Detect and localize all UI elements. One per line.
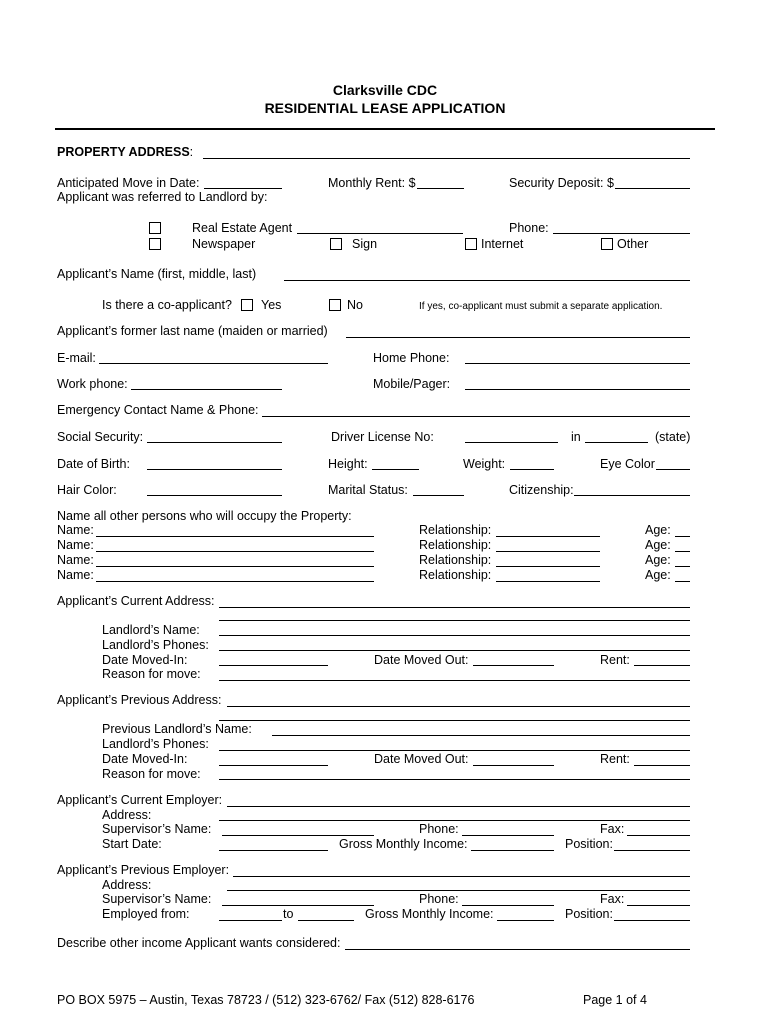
current-address-field[interactable] (219, 607, 690, 608)
occupant-relationship-label: Relationship: (419, 553, 492, 567)
footer-address: PO BOX 5975 – Austin, Texas 78723 / (512) 323-6762/ Fax (512) 828-6176 (57, 993, 475, 1007)
real-estate-agent-field[interactable] (297, 233, 463, 234)
prev-employer-phone-label: Phone: (419, 892, 459, 906)
citizenship-field[interactable] (574, 495, 690, 496)
home-phone-label: Home Phone: (373, 351, 450, 365)
prev-date-moved-in-label: Date Moved-In: (102, 752, 188, 766)
prev-reason-label: Reason for move: (102, 767, 201, 781)
move-in-label: Anticipated Move in Date: (57, 176, 200, 190)
security-deposit-label: Security Deposit: $ (509, 176, 614, 190)
newspaper-checkbox[interactable] (149, 238, 161, 250)
height-field[interactable] (372, 469, 419, 470)
start-date-field[interactable] (219, 850, 328, 851)
occupant-relationship-field[interactable] (496, 581, 600, 582)
work-phone-label: Work phone: (57, 377, 128, 391)
prev-rent-label: Rent: (600, 752, 630, 766)
sign-label: Sign (352, 237, 378, 251)
monthly-rent-label: Monthly Rent: $ (328, 176, 416, 190)
supervisor-name-label: Supervisor’s Name: (102, 822, 212, 836)
emergency-field[interactable] (262, 416, 690, 417)
coapplicant-no-checkbox[interactable] (329, 299, 341, 311)
prev-landlord-name-field[interactable] (272, 735, 690, 736)
supervisor-name-field[interactable] (222, 835, 374, 836)
occupant-name-field[interactable] (96, 551, 374, 552)
dob-field[interactable] (147, 469, 282, 470)
form-title: RESIDENTIAL LEASE APPLICATION (264, 100, 506, 116)
citizenship-label: Citizenship: (509, 483, 574, 497)
coapplicant-yes-checkbox[interactable] (241, 299, 253, 311)
occupant-name-label: Name: (57, 568, 94, 582)
employed-from-label: Employed from: (102, 907, 190, 921)
security-deposit-field[interactable] (615, 188, 690, 189)
landlord-phones-label: Landlord’s Phones: (102, 638, 209, 652)
prev-position-label: Position: (565, 907, 613, 921)
weight-label: Weight: (463, 457, 506, 471)
occupant-relationship-label: Relationship: (419, 538, 492, 552)
eye-color-label: Eye Color (600, 457, 655, 471)
real-estate-agent-label: Real Estate Agent (192, 221, 293, 235)
employer-phone-field[interactable] (462, 835, 554, 836)
occupant-relationship-field[interactable] (496, 551, 600, 552)
applicant-name-field[interactable] (284, 280, 690, 281)
previous-address-field[interactable] (227, 706, 690, 707)
occupant-age-label: Age: (645, 553, 671, 567)
org-name: Clarksville CDC (332, 82, 438, 98)
occupant-name-label: Name: (57, 538, 94, 552)
prev-employer-address-label: Address: (102, 878, 152, 892)
emergency-label: Emergency Contact Name & Phone: (57, 403, 259, 417)
landlord-phones-field[interactable] (219, 650, 690, 651)
occupant-age-field[interactable] (675, 581, 690, 582)
prev-landlord-phones-label: Landlord’s Phones: (102, 737, 209, 751)
previous-employer-label: Applicant’s Previous Employer: (57, 863, 230, 877)
coapplicant-question: Is there a co-applicant? (102, 298, 232, 312)
occupant-name-field[interactable] (96, 581, 374, 582)
marital-field[interactable] (413, 495, 464, 496)
dl-label: Driver License No: (331, 430, 434, 444)
occupant-relationship-field[interactable] (496, 536, 600, 537)
prev-position-field[interactable] (614, 920, 690, 921)
property-address-label: PROPERTY ADDRESS: (57, 145, 194, 159)
prev-landlord-phones-field[interactable] (219, 750, 690, 751)
other-checkbox[interactable] (601, 238, 613, 250)
coapplicant-no-label: No (347, 298, 363, 312)
occupants-heading: Name all other persons who will occupy the Property: (57, 509, 352, 523)
marital-label: Marital Status: (328, 483, 408, 497)
internet-checkbox[interactable] (465, 238, 477, 250)
mobile-field[interactable] (465, 389, 690, 390)
employed-from-field[interactable] (219, 920, 282, 921)
coapplicant-yes-label: Yes (261, 298, 282, 312)
applicant-name-label: Applicant’s Name (first, middle, last) (57, 267, 257, 281)
prev-rent-field[interactable] (634, 765, 690, 766)
occupant-age-label: Age: (645, 568, 671, 582)
dl-state-field[interactable] (585, 442, 648, 443)
gross-income-label: Gross Monthly Income: (339, 837, 468, 851)
occupant-age-label: Age: (645, 523, 671, 537)
current-address-label: Applicant’s Current Address: (57, 594, 215, 608)
dl-field[interactable] (465, 442, 558, 443)
current-employer-label: Applicant’s Current Employer: (57, 793, 223, 807)
internet-label: Internet (481, 237, 524, 251)
other-income-field[interactable] (345, 949, 690, 950)
eye-color-field[interactable] (656, 469, 690, 470)
position-field[interactable] (614, 850, 690, 851)
previous-employer-field[interactable] (233, 876, 690, 877)
height-label: Height: (328, 457, 368, 471)
header-rule (55, 128, 715, 130)
reason-for-move-label: Reason for move: (102, 667, 201, 681)
occupant-relationship-label: Relationship: (419, 523, 492, 537)
employed-to-label: to (283, 907, 294, 921)
previous-address-line2[interactable] (219, 720, 690, 721)
referred-label: Applicant was referred to Landlord by: (57, 190, 268, 204)
prev-date-moved-out-field[interactable] (473, 765, 554, 766)
rent-field[interactable] (634, 665, 690, 666)
prev-landlord-name-label: Previous Landlord’s Name: (102, 722, 252, 736)
ssn-field[interactable] (147, 442, 282, 443)
home-phone-field[interactable] (465, 363, 690, 364)
prev-employer-phone-field[interactable] (462, 905, 554, 906)
employer-phone-label: Phone: (419, 822, 459, 836)
prev-employer-fax-field[interactable] (627, 905, 690, 906)
state-label: (state) (655, 430, 691, 444)
occupant-name-field[interactable] (96, 536, 374, 537)
other-income-label: Describe other income Applicant wants considered: (57, 936, 341, 950)
occupant-name-field[interactable] (96, 566, 374, 567)
occupant-relationship-label: Relationship: (419, 568, 492, 582)
other-label: Other (617, 237, 649, 251)
hair-color-field[interactable] (147, 495, 282, 496)
date-moved-in-field[interactable] (219, 665, 328, 666)
agent-phone-field[interactable] (553, 233, 690, 234)
occupant-age-field[interactable] (675, 536, 690, 537)
prev-supervisor-name-label: Supervisor’s Name: (102, 892, 212, 906)
current-employer-field[interactable] (227, 806, 690, 807)
reason-for-move-field[interactable] (219, 680, 690, 681)
current-address-line2[interactable] (219, 620, 690, 621)
employed-to-field[interactable] (298, 920, 354, 921)
start-date-label: Start Date: (102, 837, 162, 851)
real-estate-agent-checkbox[interactable] (149, 222, 161, 234)
prev-date-moved-in-field[interactable] (219, 765, 328, 766)
sign-checkbox[interactable] (330, 238, 342, 250)
monthly-rent-field[interactable] (417, 188, 464, 189)
page-number: Page 1 of 4 (583, 993, 647, 1007)
work-phone-field[interactable] (131, 389, 282, 390)
position-label: Position: (565, 837, 613, 851)
property-address-field[interactable] (203, 158, 690, 159)
coapplicant-note: If yes, co-applicant must submit a separate application. (419, 301, 663, 312)
occupant-age-field[interactable] (675, 551, 690, 552)
prev-reason-field[interactable] (219, 779, 690, 780)
prev-employer-address-field[interactable] (227, 890, 690, 891)
employer-address-label: Address: (102, 808, 152, 822)
employer-fax-field[interactable] (627, 835, 690, 836)
mobile-label: Mobile/Pager: (373, 377, 451, 391)
email-field[interactable] (99, 363, 328, 364)
email-label: E-mail: (57, 351, 96, 365)
former-last-name-label: Applicant’s former last name (maiden or married) (57, 324, 328, 338)
date-moved-out-label: Date Moved Out: (374, 653, 469, 667)
move-in-field[interactable] (204, 188, 282, 189)
prev-gross-income-label: Gross Monthly Income: (365, 907, 494, 921)
hair-color-label: Hair Color: (57, 483, 117, 497)
former-last-name-field[interactable] (346, 337, 690, 338)
dob-label: Date of Birth: (57, 457, 130, 471)
weight-field[interactable] (510, 469, 554, 470)
employer-fax-label: Fax: (600, 822, 625, 836)
ssn-label: Social Security: (57, 430, 144, 444)
landlord-name-label: Landlord’s Name: (102, 623, 200, 637)
occupant-relationship-field[interactable] (496, 566, 600, 567)
agent-phone-label: Phone: (509, 221, 549, 235)
occupant-age-label: Age: (645, 538, 671, 552)
prev-employer-fax-label: Fax: (600, 892, 625, 906)
landlord-name-field[interactable] (219, 635, 690, 636)
employer-address-field[interactable] (219, 820, 690, 821)
in-label: in (571, 430, 581, 444)
gross-income-field[interactable] (471, 850, 554, 851)
date-moved-in-label: Date Moved-In: (102, 653, 188, 667)
prev-gross-income-field[interactable] (497, 920, 554, 921)
occupant-name-label: Name: (57, 553, 94, 567)
previous-address-label: Applicant’s Previous Address: (57, 693, 222, 707)
date-moved-out-field[interactable] (473, 665, 554, 666)
newspaper-label: Newspaper (192, 237, 256, 251)
prev-supervisor-name-field[interactable] (222, 905, 374, 906)
occupant-age-field[interactable] (675, 566, 690, 567)
rent-label: Rent: (600, 653, 630, 667)
prev-date-moved-out-label: Date Moved Out: (374, 752, 469, 766)
occupant-name-label: Name: (57, 523, 94, 537)
